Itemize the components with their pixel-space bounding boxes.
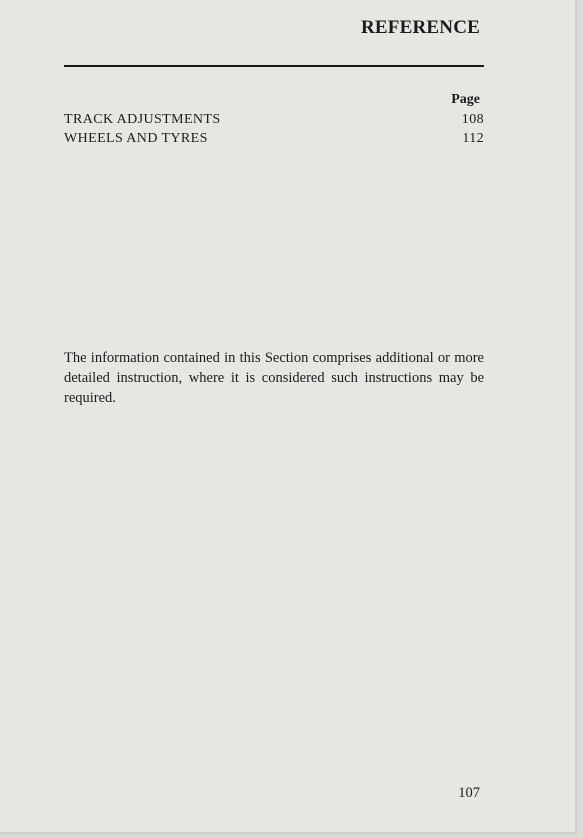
contents-entry-title: TRACK ADJUSTMENTS [64, 112, 221, 127]
page-number: 107 [458, 785, 480, 801]
contents-entry [64, 129, 484, 148]
contents-entry-title: WHEELS AND TYRES [64, 131, 208, 146]
contents-entry-page: 112 [462, 131, 484, 146]
contents-list [64, 110, 484, 148]
page-column-heading: Page [451, 92, 480, 107]
contents-entry-page: 108 [461, 112, 484, 127]
header-rule [64, 65, 484, 67]
intro-paragraph: The information contained in this Section comprises additional or more detailed instruction, where it is considered such instructions may be required. [64, 350, 484, 406]
contents-entry [64, 110, 484, 129]
section-title: REFERENCE [361, 17, 480, 38]
